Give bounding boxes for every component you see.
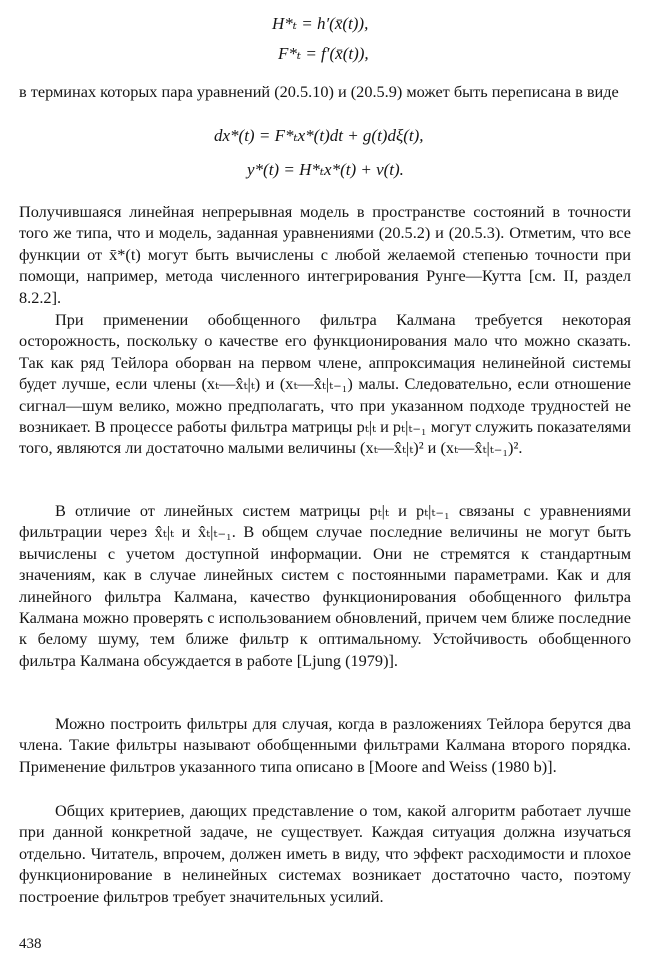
page-number: 438 xyxy=(19,936,42,952)
paragraph-3: В отличие от линейных систем матрицы pₜ|ₜ и pₜ|ₜ₋₁ связаны с уравнениями фильтрации через x̂ₜ|ₜ и x̂ₜ|ₜ₋₁. В общем случае последние величины не могут быть вычислены с учетом доступной информации. Они не стремятся к стандартным значениям, как в случае линейных систем с постоянными параметрами. Как и для линейного фильтра Калмана, качество функционирования обобщенного фильтра Калмана можно проверять с использованием обновлений, причем чем ближе последние к белому шуму, тем ближе фильтр к оптимальному. Устойчивость обобщенного фильтра Калмана обсуждается в работе [Ljung (1979)]. xyxy=(19,501,631,670)
paragraph-intro: в терминах которых пара уравнений (20.5.10) и (20.5.9) может быть переписана в виде xyxy=(19,82,619,101)
paragraph-2: При применении обобщенного фильтра Калмана требуется некоторая осторожность, поскольку о качестве его функционирования мало что можно сказать. Так как ряд Тейлора оборван на первом члене, аппроксимация нелинейной системы будет лучше, если члены (xₜ—x̂ₜ|ₜ) и (xₜ—x̂ₜ|ₜ₋₁) малы. Следовательно, если отношение сигнал—шум велико, можно предполагать, что при указанном подходе трудностей не возникает. В процессе работы фильтра матрицы pₜ|ₜ и pₜ|ₜ₋₁ могут служить показателями того, являются ли достаточно малыми величины (xₜ—x̂ₜ|ₜ)² и (xₜ—x̂ₜ|ₜ₋₁)². xyxy=(19,310,631,458)
paragraph-4: Можно построить фильтры для случая, когда в разложениях Тейлора берутся два члена. Такие фильтры называют обобщенными фильтрами Калмана второго порядка. Применение фильтров указанного типа описано в [Moore and Weiss (1980 b)]. xyxy=(19,714,631,776)
equation-y: y*(t) = H*ₜx*(t) + v(t). xyxy=(247,160,404,179)
equation-h: H*ₜ = h′(x̄(t)), xyxy=(272,14,369,33)
equation-f: F*ₜ = f′(x̄(t)), xyxy=(278,44,369,63)
paragraph-1: Получившаяся линейная непрерывная модель в пространстве состояний в точности того же типа, что и модель, заданная уравнениями (20.5.2) и (20.5.3). Отметим, что все функции от x̄*(t) могут быть вычислены с любой желаемой степенью точности при помощи, например, метода численного интегрирования Рунге—Кутта [см. II, раздел 8.2.2]. xyxy=(19,202,631,307)
paragraph-5: Общих критериев, дающих представление о том, какой алгоритм работает лучше при данной конкретной задаче, не существует. Каждая ситуация должна изучаться отдельно. Читатель, впрочем, должен иметь в виду, что эффект расходимости и плохое функционирование в нелинейных системах возникает достаточно часто, поэтому построение фильтров требует значительных усилий. xyxy=(19,801,631,906)
equation-dx: dx*(t) = F*ₜx*(t)dt + g(t)dξ(t), xyxy=(214,126,424,145)
